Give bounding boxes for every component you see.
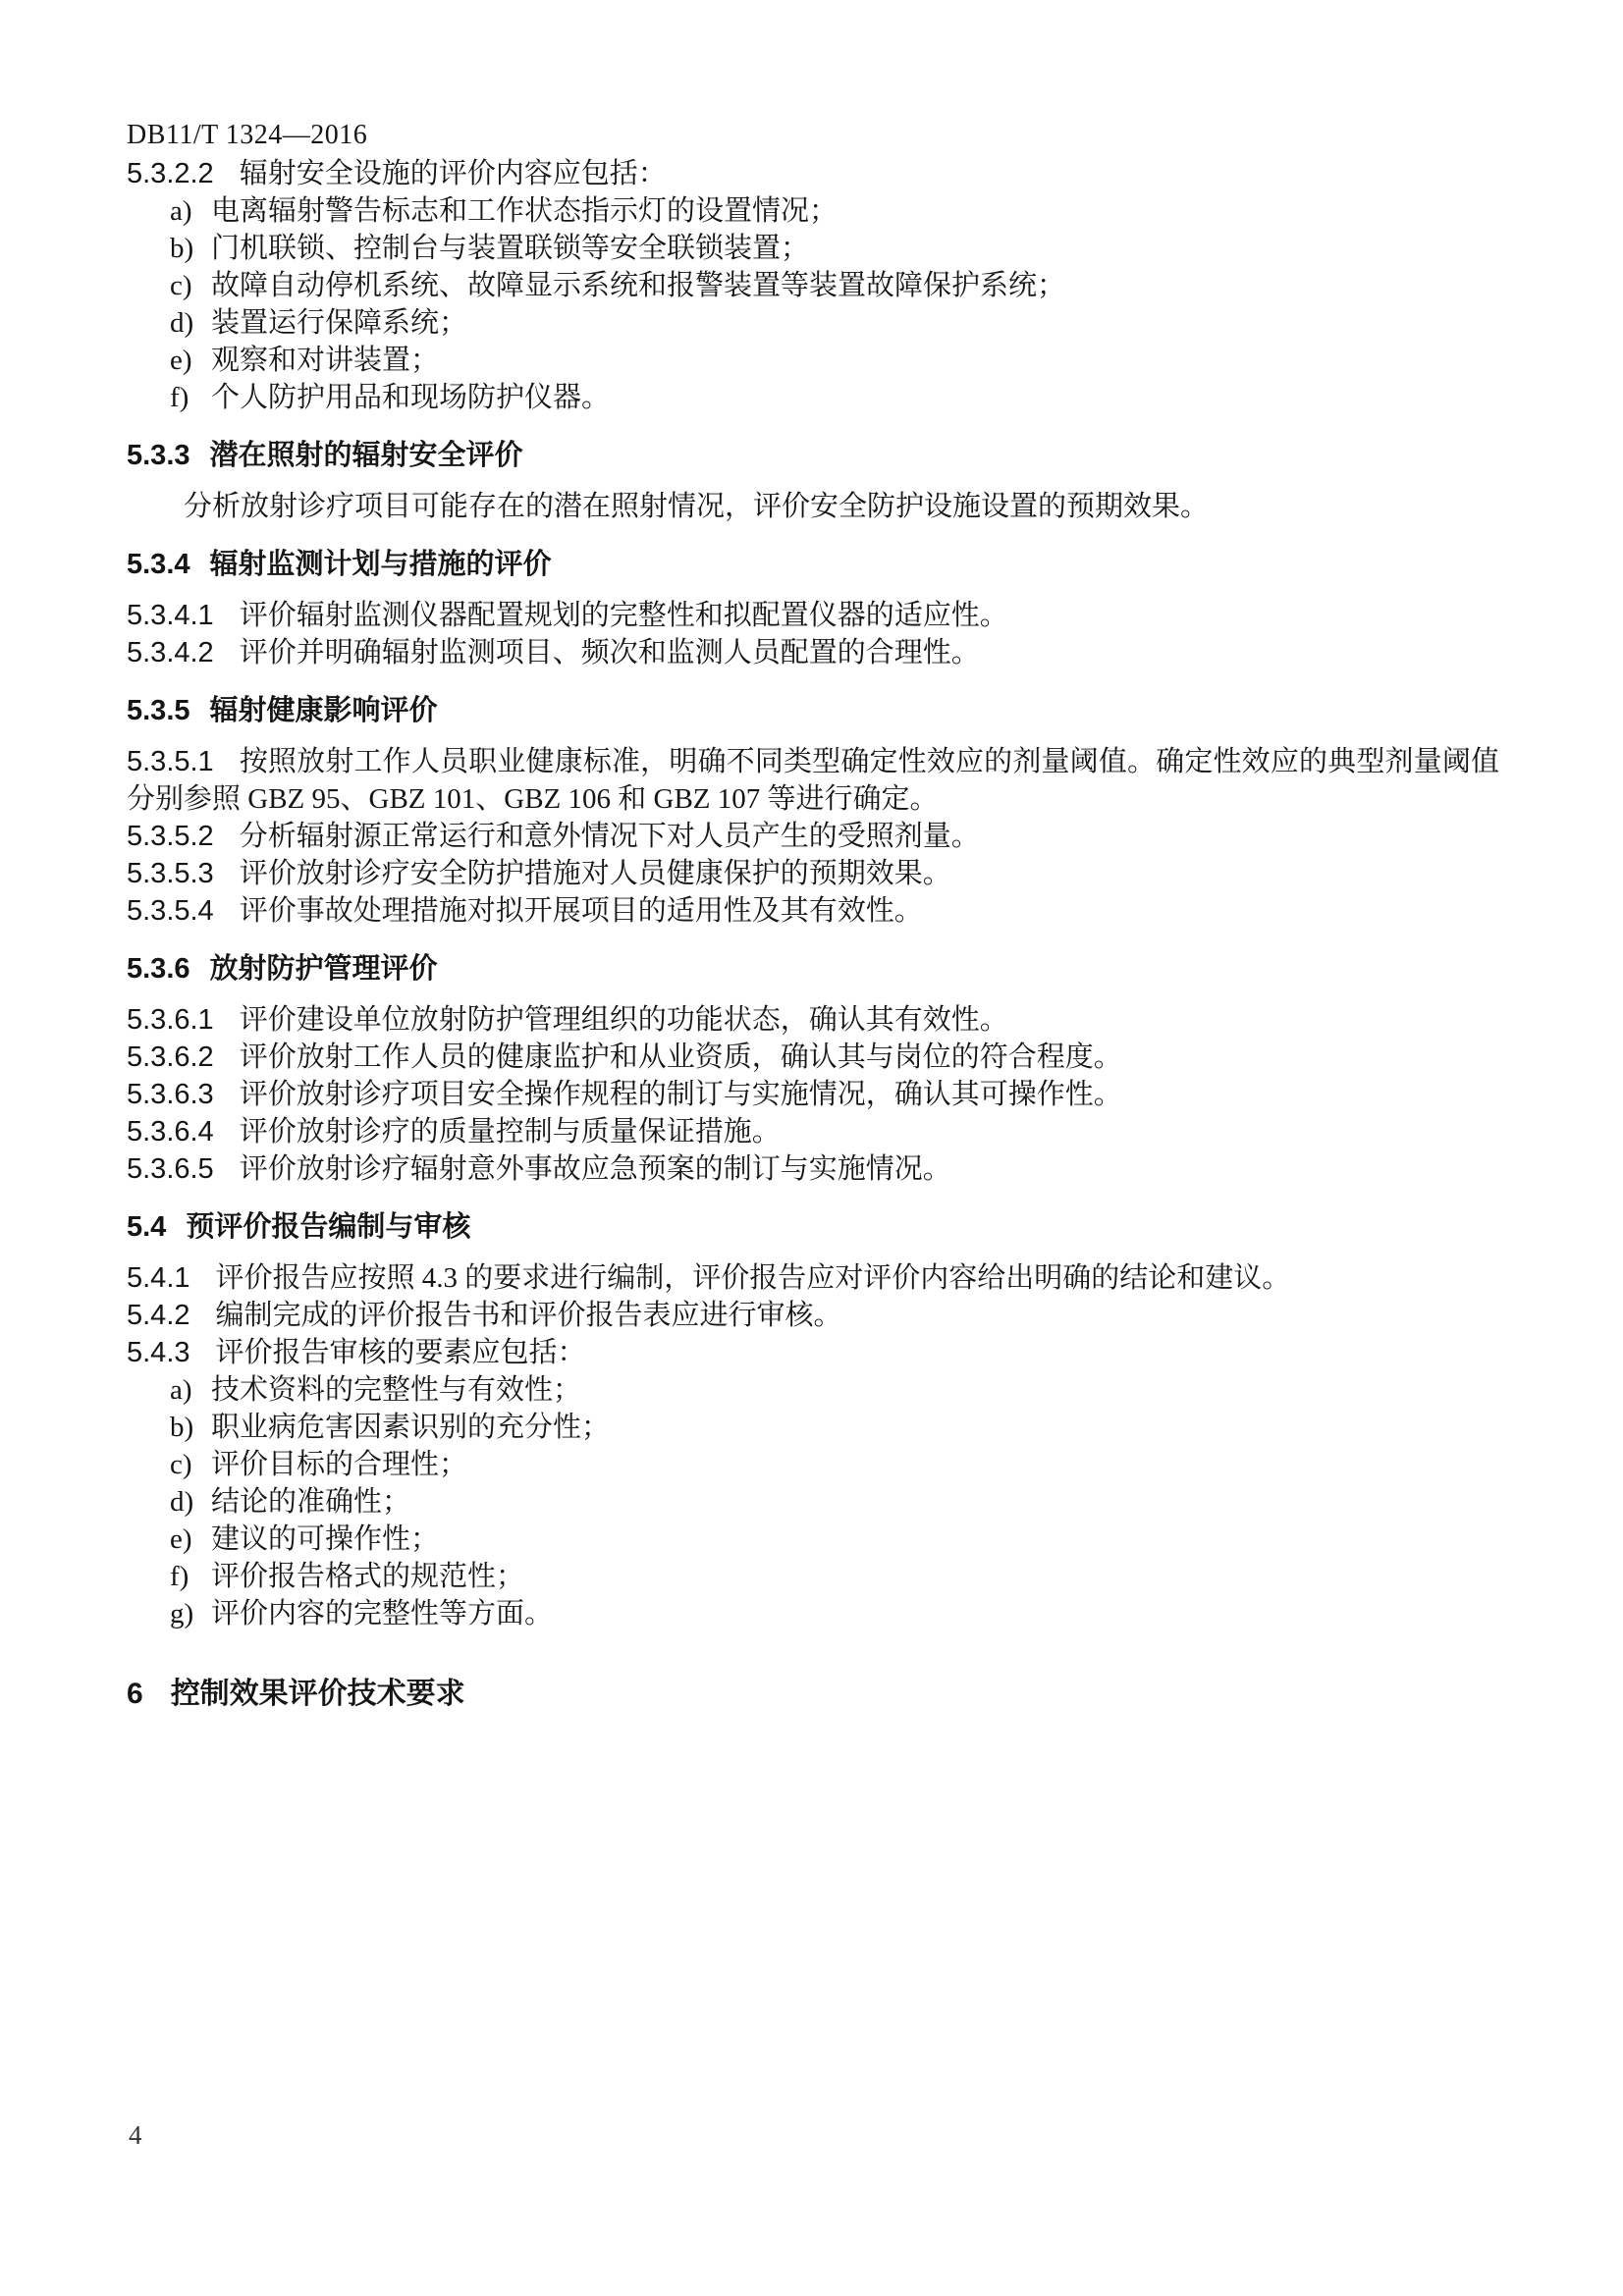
section-heading-5.4	[127, 1208, 1499, 1246]
clause-5.3.2.2	[127, 155, 1499, 192]
section-heading-5.3.4	[127, 546, 1499, 583]
clause-number: 5.3.6.2	[127, 1041, 214, 1073]
clause-number: 5.3.6.1	[127, 1004, 214, 1036]
document-header	[127, 120, 367, 151]
clause-number: 5.3.4	[127, 549, 190, 580]
clause-5.3.5.2	[127, 818, 1499, 855]
clause-text: 技术资料的完整性与有效性；	[211, 1374, 582, 1406]
clause-text: 潜在照射的辐射安全评价	[209, 440, 523, 471]
clause-number: 6	[127, 1678, 143, 1710]
clause-number: 5.3.5.1	[127, 746, 214, 777]
list-item-a	[127, 1371, 1499, 1409]
page-number: 4	[129, 2120, 142, 2150]
clause-text: 评价放射诊疗辐射意外事故应急预案的制订与实施情况。	[239, 1153, 951, 1185]
list-item-b	[127, 230, 1499, 267]
clause-number: 5.3.6	[127, 953, 190, 985]
item-label: f)	[170, 382, 189, 413]
clause-5.4.2	[127, 1297, 1499, 1334]
clause-5.4.1	[127, 1259, 1499, 1297]
clause-5.3.6.1	[127, 1001, 1499, 1039]
clause-text: 电离辐射警告标志和工作状态指示灯的设置情况；	[211, 195, 839, 227]
clause-text: 评价放射诊疗安全防护措施对人员健康保护的预期效果。	[239, 858, 951, 889]
item-label: b)	[170, 233, 194, 264]
chapter-heading-6	[127, 1676, 1499, 1713]
clause-text: 评价目标的合理性；	[211, 1449, 468, 1480]
clause-5.3.6.2	[127, 1039, 1499, 1076]
clause-text: 编制完成的评价报告书和评价报告表应进行审核。	[215, 1300, 842, 1331]
clause-number: 5.3.4.2	[127, 637, 214, 668]
clause-text: 辐射安全设施的评价内容应包括：	[239, 158, 667, 189]
clause-5.3.6.4	[127, 1113, 1499, 1150]
document-body	[127, 155, 1499, 1713]
list-item-g	[127, 1595, 1499, 1632]
clause-text: 评价放射诊疗的质量控制与质量保证措施。	[239, 1116, 781, 1148]
clause-text: 结论的准确性；	[211, 1486, 411, 1518]
clause-number: 5.3.5	[127, 695, 190, 726]
item-label: f)	[170, 1561, 189, 1592]
clause-5.4.3	[127, 1334, 1499, 1371]
clause-text: 评价并明确辐射监测项目、频次和监测人员配置的合理性。	[239, 637, 980, 668]
clause-number: 5.3.6.4	[127, 1116, 214, 1148]
list-item-f	[127, 379, 1499, 416]
page-footer	[129, 2120, 142, 2151]
clause-5.3.5.3	[127, 855, 1499, 892]
clause-number: 5.3.3	[127, 440, 190, 471]
list-item-e	[127, 342, 1499, 379]
item-label: a)	[170, 195, 192, 227]
clause-5.3.6.3	[127, 1076, 1499, 1113]
clause-text: 评价内容的完整性等方面。	[211, 1598, 554, 1629]
list-item-f	[127, 1558, 1499, 1595]
item-label: e)	[170, 345, 192, 376]
clause-text: 评价报告应按照 4.3 的要求进行编制，评价报告应对评价内容给出明确的结论和建议。	[215, 1262, 1291, 1294]
section-heading-5.3.3	[127, 437, 1499, 474]
clause-text: 放射防护管理评价	[209, 953, 438, 985]
clause-number: 5.3.4.1	[127, 600, 214, 631]
clause-text: 控制效果评价技术要求	[170, 1678, 465, 1710]
clause-number: 5.3.5.2	[127, 821, 214, 852]
clause-5.3.4.2	[127, 634, 1499, 671]
clause-number: 5.3.5.3	[127, 858, 214, 889]
section-heading-5.3.5	[127, 692, 1499, 729]
clause-text: 个人防护用品和现场防护仪器。	[211, 382, 611, 413]
clause-text: 按照放射工作人员职业健康标准，明确不同类型确定性效应的剂量阈值。确定性效应的典型剂量阈值分别参照 GBZ 95、GBZ 101、GBZ 106 和 GBZ 107 等进行确定。	[127, 746, 1499, 815]
clause-text: 建议的可操作性；	[211, 1523, 440, 1555]
clause-text: 观察和对讲装置；	[211, 345, 440, 376]
clause-5.3.4.1	[127, 597, 1499, 634]
clause-text: 门机联锁、控制台与装置联锁等安全联锁装置；	[211, 233, 810, 264]
clause-5.3.6.5	[127, 1150, 1499, 1188]
clause-text: 评价事故处理措施对拟开展项目的适用性及其有效性。	[239, 895, 923, 927]
clause-number: 5.3.6.3	[127, 1079, 214, 1110]
clause-text: 评价放射工作人员的健康监护和从业资质，确认其与岗位的符合程度。	[239, 1041, 1122, 1073]
clause-text: 故障自动停机系统、故障显示系统和报警装置等装置故障保护系统；	[211, 270, 1066, 301]
item-label: a)	[170, 1374, 192, 1406]
clause-number: 5.4.1	[127, 1262, 190, 1294]
item-label: d)	[170, 307, 194, 339]
doc-code: DB11/T 1324—2016	[127, 120, 368, 150]
clause-number: 5.4.2	[127, 1300, 190, 1331]
clause-text: 评价放射诊疗项目安全操作规程的制订与实施情况，确认其可操作性。	[239, 1079, 1122, 1110]
clause-text: 评价建设单位放射防护管理组织的功能状态，确认其有效性。	[239, 1004, 1008, 1036]
list-item-c	[127, 1446, 1499, 1483]
list-item-d	[127, 304, 1499, 342]
clause-5.3.5.1	[127, 743, 1499, 818]
clause-text: 职业病危害因素识别的充分性；	[211, 1412, 611, 1443]
item-label: d)	[170, 1486, 194, 1518]
section-heading-5.3.6	[127, 950, 1499, 988]
clause-text: 装置运行保障系统；	[211, 307, 468, 339]
clause-number: 5.3.6.5	[127, 1153, 214, 1185]
clause-text: 辐射健康影响评价	[209, 695, 438, 726]
clause-text: 评价报告格式的规范性；	[211, 1561, 525, 1592]
item-label: g)	[170, 1598, 194, 1629]
clause-number: 5.4.3	[127, 1337, 190, 1368]
clause-number: 5.4	[127, 1211, 167, 1243]
clause-number: 5.3.5.4	[127, 895, 214, 927]
clause-text: 评价辐射监测仪器配置规划的完整性和拟配置仪器的适应性。	[239, 600, 1008, 631]
list-item-b	[127, 1409, 1499, 1446]
item-label: b)	[170, 1412, 194, 1443]
list-item-c	[127, 267, 1499, 304]
item-label: c)	[170, 1449, 192, 1480]
clause-text: 评价报告审核的要素应包括：	[215, 1337, 586, 1368]
list-item-e	[127, 1521, 1499, 1558]
clause-5.3.5.4	[127, 892, 1499, 930]
list-item-d	[127, 1483, 1499, 1521]
item-label: e)	[170, 1523, 192, 1555]
clause-text: 分析辐射源正常运行和意外情况下对人员产生的受照剂量。	[239, 821, 980, 852]
item-label: c)	[170, 270, 192, 301]
clause-text: 辐射监测计划与措施的评价	[209, 549, 552, 580]
body-paragraph: 分析放射诊疗项目可能存在的潜在照射情况，评价安全防护设施设置的预期效果。	[184, 491, 1210, 522]
clause-text: 预评价报告编制与审核	[186, 1211, 471, 1243]
list-item-a	[127, 192, 1499, 230]
clause-number: 5.3.2.2	[127, 158, 214, 189]
